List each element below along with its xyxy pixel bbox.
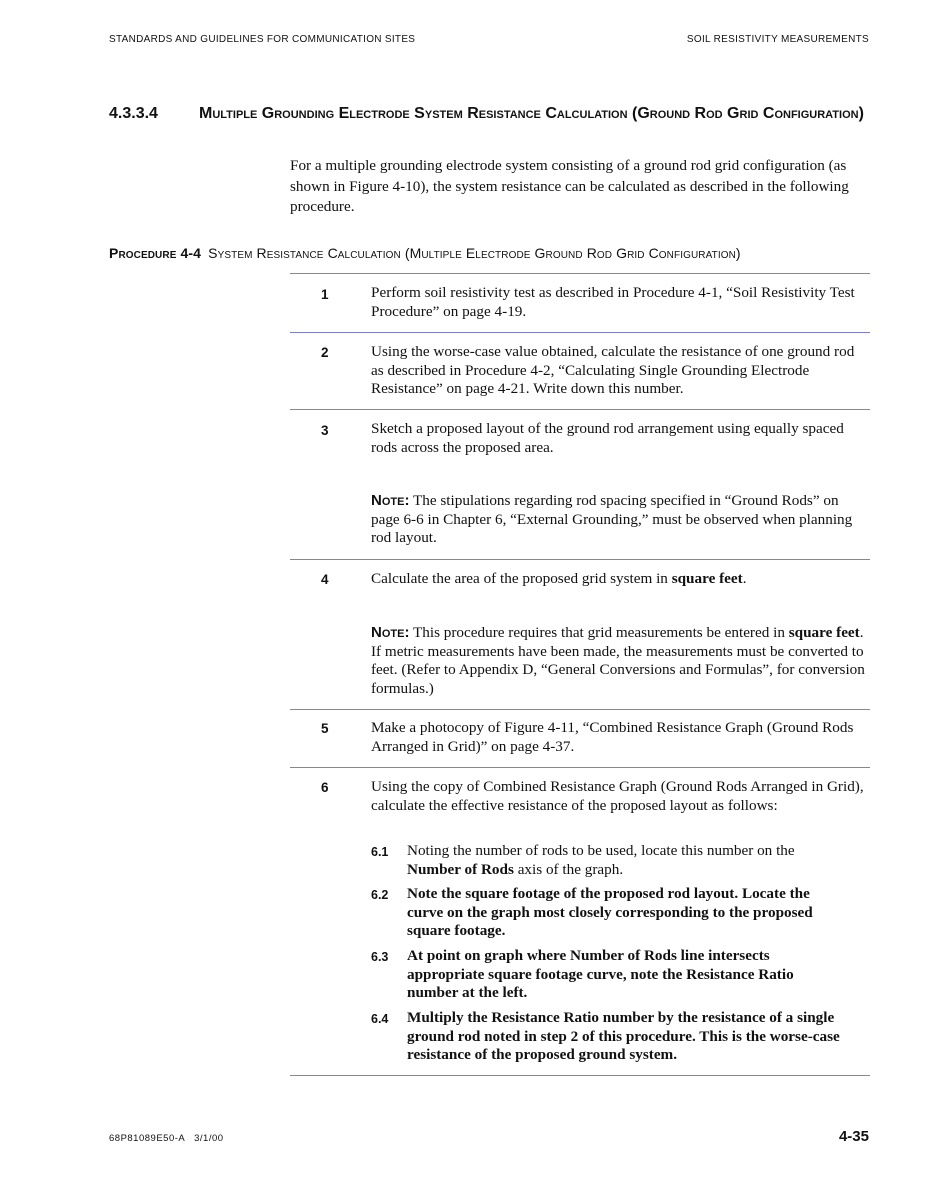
step-text: Using the worse-case value obtained, calculate the resistance of one ground rod as described in Procedure 4-2, “Calculating Single Grounding Electrode Resistance” on page 4-21. Write down this number. xyxy=(371,343,855,397)
step-text-emphasis: square feet xyxy=(671,570,743,587)
document-id: 68P81089E50-A 3/1/00 xyxy=(109,1133,224,1144)
section-title: Multiple Grounding Electrode System Resistance Calculation (Ground Rod Grid Configuration) xyxy=(199,105,864,122)
procedure-title: System Resistance Calculation (Multiple Electrode Ground Rod Grid Configuration) xyxy=(208,245,741,261)
step-text-part: Calculate the area of the proposed grid system in xyxy=(371,570,672,587)
procedure-label: Procedure 4-4 xyxy=(109,245,201,261)
step-text: Make a photocopy of Figure 4-11, “Combined Resistance Graph (Ground Rods Arranged in Grid)” on page 4-37. xyxy=(371,719,854,755)
note-text: The stipulations regarding rod spacing specified in “Ground Rods” on page 6-6 in Chapter 6, “External Grounding,” must be observed when planning rod layout. xyxy=(371,492,853,546)
substep-number: 6.4 xyxy=(371,1012,389,1026)
table-rule xyxy=(290,409,870,410)
note-text: This procedure requires that grid measurements be entered in xyxy=(412,624,789,641)
table-rule xyxy=(290,767,870,768)
procedure-heading xyxy=(109,245,741,261)
substep-text-part: Noting the number of rods to be used, locate this number on the xyxy=(407,842,795,859)
section-heading xyxy=(109,103,879,125)
step-number: 6 xyxy=(321,780,329,795)
substep-number: 6.2 xyxy=(371,888,389,902)
step-number: 4 xyxy=(321,572,329,587)
note-text-emphasis: square feet xyxy=(788,624,860,641)
note-label: Note: xyxy=(371,624,410,641)
substep-number: 6.3 xyxy=(371,950,389,964)
table-rule xyxy=(290,709,870,710)
step-text xyxy=(371,570,865,589)
section-intro: For a multiple grounding electrode system consisting of a ground rod grid configuration (as shown in Figure 4-10), the system resistance can be calculated as described in the following procedure. xyxy=(290,157,849,215)
running-header-right: SOIL RESISTIVITY MEASUREMENTS xyxy=(686,34,869,45)
step-text-part: . xyxy=(742,570,747,587)
substep-text: Multiply the Resistance Ratio number by the resistance of a single ground rod noted in step 2 of this procedure. This is the worse-case resistance of the proposed ground system. xyxy=(407,1009,840,1063)
substep-text xyxy=(407,842,847,879)
table-rule xyxy=(290,332,870,333)
step-text: Using the copy of Combined Resistance Graph (Ground Rods Arranged in Grid), calculate the effective resistance of the proposed layout as follows: xyxy=(371,778,864,814)
page-number: 4-35 xyxy=(838,1128,869,1145)
table-rule xyxy=(290,559,870,560)
note-block xyxy=(371,624,865,698)
substep-text-emphasis: Number of Rods xyxy=(407,860,514,878)
step-text: Sketch a proposed layout of the ground rod arrangement using equally spaced rods across the proposed area. xyxy=(371,420,844,456)
section-number: 4.3.3.4 xyxy=(109,105,158,122)
substep-text: At point on graph where Number of Rods line intersects appropriate square footage curve, note the Resistance Ratio number at the left. xyxy=(407,947,794,1001)
table-rule xyxy=(290,273,870,274)
running-header-left: STANDARDS AND GUIDELINES FOR COMMUNICATION SITES xyxy=(109,34,416,45)
step-text: Perform soil resistivity test as described in Procedure 4-1, “Soil Resistivity Test Procedure” on page 4-19. xyxy=(371,284,855,320)
step-number: 5 xyxy=(321,721,329,736)
step-number: 2 xyxy=(321,345,329,360)
substep-number: 6.1 xyxy=(371,845,389,859)
table-rule xyxy=(290,1075,870,1076)
step-number: 3 xyxy=(321,423,329,438)
note-block xyxy=(371,492,865,548)
substep-text-part: axis of the graph. xyxy=(513,860,624,878)
note-label: Note: xyxy=(371,492,410,509)
substep-text: Note the square footage of the proposed rod layout. Locate the curve on the graph most closely corresponding to the proposed square footage. xyxy=(407,885,813,939)
note-text: . If metric measurements have been made, the measurements must be converted to feet. (Refer to Appendix D, “General Conversions and Formulas”, for conversion formulas.) xyxy=(371,624,865,697)
step-number: 1 xyxy=(321,287,329,302)
